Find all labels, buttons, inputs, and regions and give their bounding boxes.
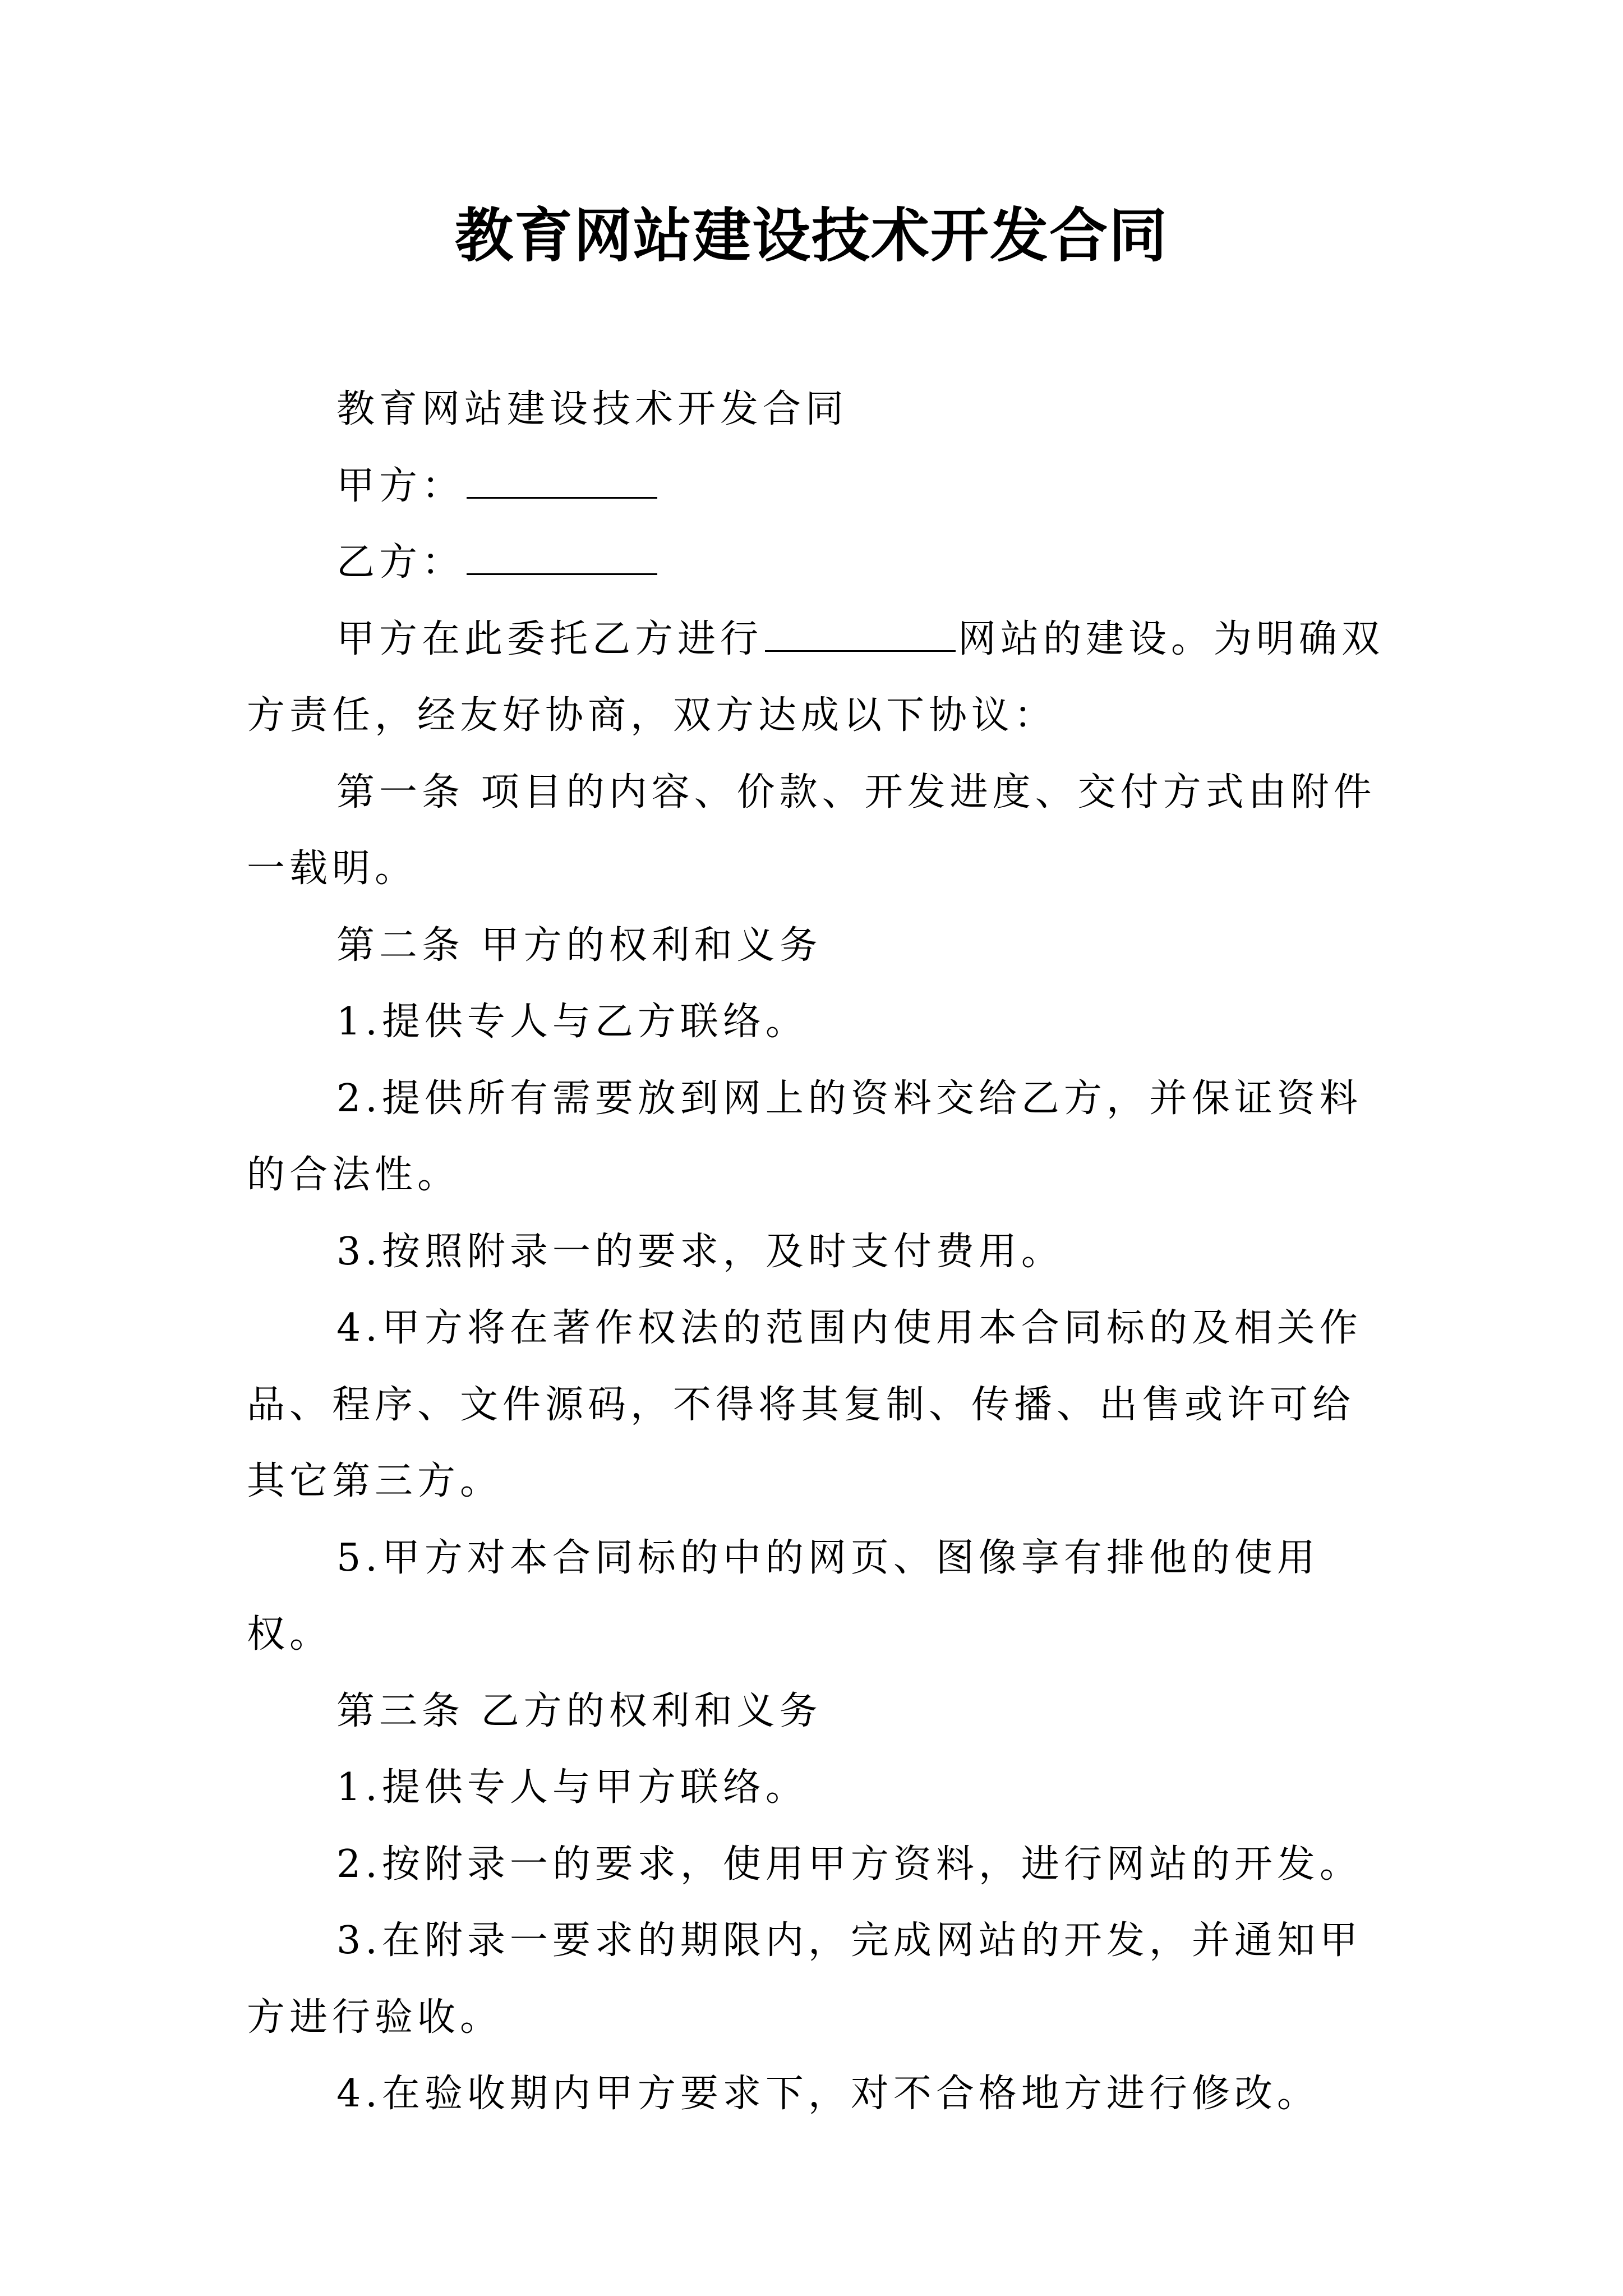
article-3-item-1: 1.提供专人与甲方联络。 xyxy=(336,1765,808,1810)
party-a-label: 甲方： xyxy=(336,463,465,508)
party-b-blank xyxy=(467,573,657,575)
paragraph-heading: 教育网站建设技术开发合同 xyxy=(336,387,849,431)
party-a-line xyxy=(247,448,1385,525)
article-1: 第一条 项目的内容、价款、开发进度、交付方式由附件一载明。 xyxy=(247,770,1376,891)
article-2-heading: 第二条 甲方的权利和义务 xyxy=(336,923,822,968)
article-3-heading: 第三条 乙方的权利和义务 xyxy=(336,1688,822,1733)
party-b-line xyxy=(247,524,1385,601)
article-3-item-2: 2.按附录一的要求，使用甲方资料，进行网站的开发。 xyxy=(336,1842,1362,1887)
document-body xyxy=(247,371,1385,2133)
article-2-item-5: 5.甲方对本合同标的中的网页、图像享有排他的使用权。 xyxy=(247,1535,1320,1657)
party-b-label: 乙方： xyxy=(336,540,465,585)
article-3-item-4: 4.在验收期内甲方要求下，对不合格地方进行修改。 xyxy=(336,2072,1320,2116)
article-3-item-3: 3.在附录一要求的期限内，完成网站的开发，并通知甲方进行验收。 xyxy=(247,1918,1362,2040)
article-2-item-3: 3.按照附录一的要求，及时支付费用。 xyxy=(336,1229,1064,1274)
article-2-item-2: 2.提供所有需要放到网上的资料交给乙方，并保证资料的合法性。 xyxy=(247,1076,1362,1197)
document-title: 教育网站建设技术开发合同 xyxy=(454,201,1168,270)
intro-after: 网站的建设。为明确双方责任，经友好协商，双方达成以下协议： xyxy=(247,616,1385,738)
website-name-blank xyxy=(765,650,956,652)
intro-before: 甲方在此委托乙方进行 xyxy=(336,616,763,661)
party-a-blank xyxy=(467,496,657,499)
intro-paragraph xyxy=(247,601,1385,754)
article-2-item-1: 1.提供专人与乙方联络。 xyxy=(336,1000,808,1044)
article-2-item-4: 4.甲方将在著作权法的范围内使用本合同标的及相关作品、程序、文件源码，不得将其复制、传播、出售或许可给其它第三方。 xyxy=(247,1306,1362,1503)
